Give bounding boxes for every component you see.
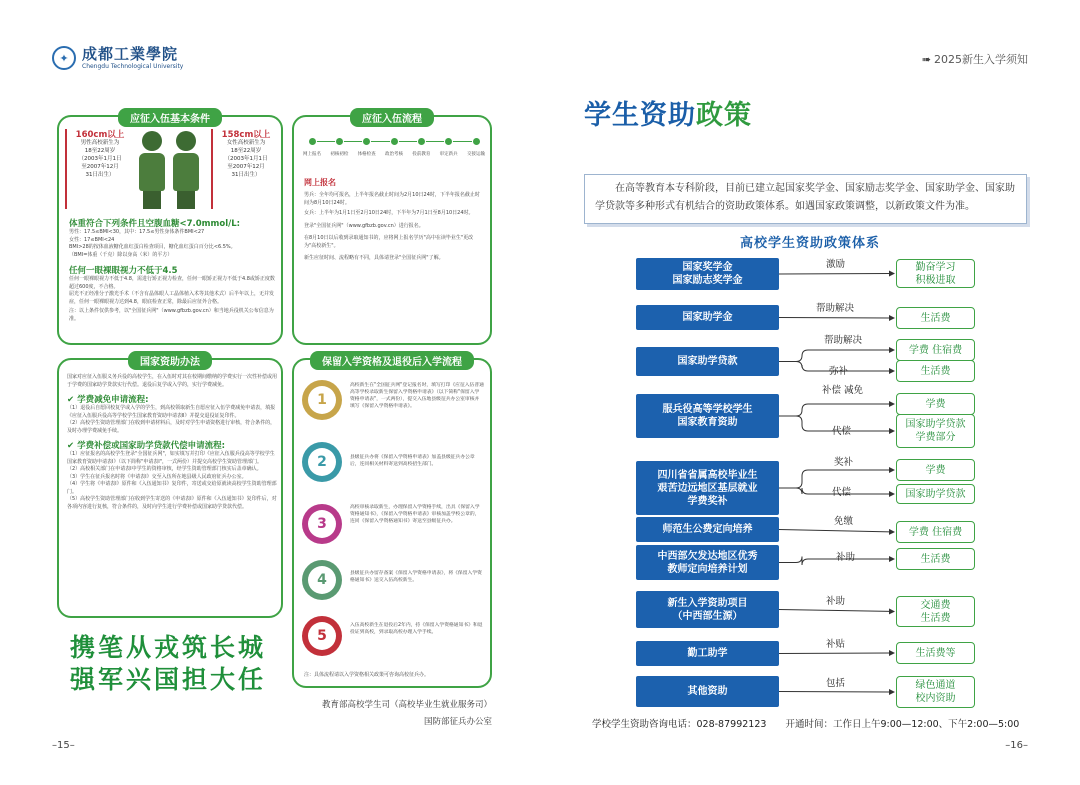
male-bracket	[65, 129, 67, 209]
aid-outcome-label: 勤奋学习	[915, 261, 956, 273]
flow-arrow	[779, 318, 894, 319]
connector-label: 补助	[836, 552, 856, 563]
process-step-dot	[390, 137, 399, 146]
aid-program-box	[636, 461, 779, 515]
process-step-dot	[444, 137, 453, 146]
connector-label: 弥补	[829, 366, 849, 377]
page-header: ➠ 2025新生入学须知	[921, 53, 1028, 66]
flow-arrow	[779, 692, 894, 693]
tuition-compensation-heading: ✔ 学费补偿或国家助学贷款代偿申请流程:	[67, 441, 225, 451]
retain-step-4-text: 县级征兵办留存备案《保留入学资格申请表》，将《保留入学资格通知书》送交入伍高校新生。	[350, 571, 482, 583]
aid-program-label: 艰苦边远地区基层就业	[657, 482, 758, 494]
aid-program-box	[636, 676, 779, 707]
aid-program-box	[636, 591, 779, 628]
flow-arrow	[779, 350, 894, 362]
connector-label: 帮助解决	[816, 303, 855, 314]
check-icon: ✔	[67, 395, 78, 405]
signature-1: 教育部高校学生司（高校毕业生就业服务司）	[321, 700, 492, 710]
aid-outcome-box	[896, 339, 975, 361]
male-condition: 160cm以上 男性高校新生为 18至22周岁 （2003年1月1日 至2007年12月 31日出生）	[75, 130, 125, 178]
aid-outcome-label: 生活费	[920, 312, 951, 324]
aid-program-box	[636, 394, 779, 438]
right-page	[540, 0, 1080, 785]
aid-outcome-label: 生活费	[920, 365, 951, 377]
aid-outcome-label: 生活费	[920, 553, 951, 565]
aid-outcome-box	[896, 642, 975, 664]
aid-outcome-box	[896, 521, 975, 543]
aid-outcome-box	[896, 459, 975, 481]
aid-outcome-label: 学费 住宿费	[908, 344, 963, 356]
connector-label: 激励	[826, 259, 846, 270]
retain-step-1-text: 高校新生在"全国征兵网"登记报名时，填写打印《应征入伍普通高等学校录取新生保留入学资格申请表》（以下简称"保留入学资格申请表"，一式两份），提交入伍地县级征兵办公室审核并填写《保留入学资格申请表》。	[350, 383, 484, 409]
flow-arrow	[779, 404, 894, 416]
aid-outcome-box	[896, 548, 975, 570]
connector-label: 免缴	[834, 516, 854, 527]
aid-program-label: 国家教育资助	[677, 417, 738, 428]
aid-outcome-box	[896, 414, 975, 448]
aid-outcome-label: 生活费	[920, 612, 951, 624]
aid-program-label: 教师定向培养计划	[667, 563, 748, 575]
process-step-label: 交接运输	[467, 152, 485, 157]
aid-outcome-label: 学费	[925, 398, 946, 410]
contact-info: 学校学生资助咨询电话：028-87992123 开通时间：工作日上午9:00—12:00、下午2:00—5:00	[592, 719, 1020, 730]
aid-outcome-box	[896, 484, 975, 504]
aid-outcome-box	[896, 307, 975, 329]
aid-program-box	[636, 517, 779, 542]
connector-label: 包括	[826, 678, 846, 689]
flow-arrow	[779, 530, 894, 533]
aid-outcome-box	[896, 259, 975, 288]
step-1-icon: 1	[302, 380, 342, 420]
aid-outcome-box	[896, 676, 975, 708]
aid-program-label: 国家助学金	[682, 312, 733, 323]
aid-program-box	[636, 641, 779, 666]
male-soldier-figure	[137, 131, 167, 213]
aid-program-box	[636, 545, 779, 580]
slogan-line-1: 携笔从戎筑长城	[70, 633, 267, 662]
aid-outcome-label: 学费部分	[915, 432, 956, 443]
retain-note: 注：具体流程请以入学资格相关政策可咨询高校征兵办。	[304, 672, 430, 678]
panel-title: 应征入伍流程	[350, 108, 434, 127]
aid-outcome-label: 国家助学贷款	[905, 488, 966, 500]
aid-program-label: 国家奖学金	[682, 262, 733, 273]
connector-label: 补贴	[826, 639, 846, 650]
process-step-label: 初核初检	[330, 152, 349, 157]
process-step-label: 网上报名	[303, 152, 321, 157]
step-5-icon: 5	[302, 616, 342, 656]
signature-2: 国防部征兵办公室	[423, 717, 492, 727]
process-step-dot	[472, 137, 481, 146]
aid-outcome-label: 绿色通道	[915, 680, 956, 691]
aid-program-label: 其他资助	[687, 686, 728, 697]
process-step-dot	[335, 137, 344, 146]
page-number: –16–	[1005, 740, 1028, 751]
connector-label: 代偿	[832, 426, 852, 437]
school-name-en: Chengdu Technological University	[82, 62, 184, 70]
process-step-dot	[417, 137, 426, 146]
female-bracket	[211, 129, 213, 209]
step-2-icon: 2	[302, 442, 342, 482]
connector-label: 代偿	[832, 487, 852, 498]
step-4-icon: 4	[302, 560, 342, 600]
aid-program-label: 师范生公费定向培养	[662, 524, 753, 535]
process-step-label: 体格检查	[357, 152, 376, 157]
aid-program-label: 勤工助学	[687, 648, 728, 659]
aid-outcome-label: 国家助学贷款	[905, 419, 966, 430]
aid-content: 国家对应征入伍服义务兵役的高校学生，在入伍时对其在校期间缴纳的学费实行一次性补偿或用于学费的国家助学贷款实行代偿。退役后复学或入学的，实行学费减免。 ✔ 学费减免申请流程: （1）退役后自愿回校复学或入学的学生，到高校领取新生自愿应征入伍学费减免申请表，填报《应征入伍服兵役高等学校学生国家教育资助申请表Ⅱ》并提交退役证复印件。 （2）高校学生资助管理部门在收到申请材料后，及时对学生申请资格进行审核，符合条件的，及时办理学费减免手续。 ✔ 学费补偿或国家助学贷款代偿申请流程: （1）应征报名的高校学生登录"全国征兵网"，如实填写并打印《应征入伍服兵役高等学校学生国家教育资助申请表Ⅰ》（以下简称"申请表Ⅰ"，一式两份）并提交高校学生资助管理部门。 （2）高校相关部门在申请表Ⅰ中学生的资格审核，经学生资助管理部门核实后盖章确认。 （3）学生在征兵报名时将《申请表Ⅰ》交至入伍所在地县级人民政府征兵办公室。 （4）学生将《申请表Ⅰ》原件和《入伍通知书》复印件，寄送或交给原就读高校学生资助管理部门。 （5）高校学生资助管理部门在收到学生寄送的《申请表Ⅰ》原件和《入伍通知书》复印件后，对各项内容进行复核，符合条件的，及时向学生进行学费补偿或国家助学贷款代偿。	[67, 374, 278, 510]
aid-outcome-box	[896, 393, 975, 415]
step-3-icon: 3	[302, 504, 342, 544]
page-number: –15–	[52, 740, 75, 751]
aid-outcome-label: 交通费	[920, 599, 951, 611]
aid-outcome-box	[896, 596, 975, 627]
school-logo	[52, 46, 183, 70]
tuition-waiver-heading: ✔ 学费减免申请流程:	[67, 395, 149, 405]
aid-program-box	[636, 347, 779, 376]
aid-program-label: 新生入学资助项目	[667, 597, 748, 609]
process-step-label: 役前教育	[412, 152, 431, 157]
process-step-label: 政治考核	[385, 152, 403, 157]
arrow-icon: ➠	[921, 53, 931, 66]
aid-outcome-box	[896, 360, 975, 382]
flow-arrow	[779, 274, 894, 275]
aid-outcome-label: 生活费等	[915, 647, 956, 659]
school-emblem-icon: ✦	[52, 46, 76, 70]
connector-label: 补助	[826, 596, 846, 607]
aid-program-label: （中西部生源）	[672, 610, 743, 622]
aid-program-label: 学费奖补	[687, 495, 728, 507]
policy-intro: 在高等教育本专科阶段，目前已建立起国家奖学金、国家励志奖学金、国家助学金、国家助学贷款等多种形式有机结合的资助政策体系。如遇国家政策调整，以新政策文件为准。	[584, 174, 1027, 224]
process-step-dot	[308, 137, 317, 146]
connector-label: 补偿 减免	[822, 385, 864, 396]
school-name-cn: 成都工業學院	[82, 44, 179, 63]
aid-outcome-label: 校内资助	[915, 693, 956, 704]
retain-step-3-text: 高校审核录取新生，办理保留入学资格手续，出具《保留入学资格通知书》，《保留入学资格申请表》审核加盖学校公章的，连同《保留入学资格通知书》寄送至县级征兵办。	[350, 505, 480, 524]
national-aid-panel	[57, 358, 283, 618]
panel-title: 应征入伍基本条件	[118, 108, 222, 127]
retain-step-2-text: 县级征兵办将《保留入学资格申请表》加盖县级征兵办公章后，连同相关材料寄送到高校招生部门。	[350, 455, 475, 467]
enlistment-conditions-panel	[57, 115, 283, 345]
aid-program-label: 服兵役高等学校学生	[662, 404, 753, 415]
aid-program-box	[636, 305, 779, 330]
process-step-label: 审定新兵	[439, 152, 458, 157]
connector-label: 帮助解决	[824, 335, 863, 346]
check-icon: ✔	[67, 441, 78, 451]
female-condition: 158cm以上 女性高校新生为 18至22周岁 （2003年1月1日 至2007年12月 31日出生）	[221, 130, 271, 178]
online-registration-section: 网上报名 男兵：全年均可报名，上半年报名截止时间为2月10日24时，下半年报名截止时间为8月10日24时。 女兵：上半年为1月1日至2月10日24时，下半年为7月1日至8月10日24时。 登录"全国征兵网"（www.gfbzb.gov.cn）进行报名。 在8月10日以后收到录取通知书的，应将网上报名学历"高中在读毕业生"更改为"高校新生"。 新生应征时间、流程略有不同，具体请登录"全国征兵网"了解。	[304, 178, 480, 261]
connector-label: 奖补	[834, 457, 854, 468]
female-soldier-figure	[171, 131, 201, 213]
page-title: 学生资助政策	[584, 100, 752, 131]
process-step-dot	[362, 137, 371, 146]
weight-section: 体重符合下列条件且空腹血糖<7.0mmol/L: 男性：17.5≤BMI<30，其中：17.5≤男性身体条件BMI<27 女性：17≤BMI<24 BMI>28的按体血液糖化血红蛋白检查项目，糖化血红蛋白百分比<6.5%。 （BMI=体重（千克）除以身高（米）的平方） 任何一眼裸眼视力不低于4.5 任何一眼裸眼视力不低于4.8，需进行矫正视力检查，任何一眼矫正视力不低于4.8或矫正度数超过600度，不合格。 屈光不正经准分子激光手术（不含有晶体眼人工晶体植入术等其他术式）后半年以上，无并发症，任何一眼裸眼视力达到4.8，眼底检查正常，除最后应征外合格。 注：以上条件仅供参考，以"全国征兵网"（www.gfbzb.gov.cn）和当地兵役机关公布信息为准。	[69, 219, 275, 322]
retain-enrollment-panel	[292, 358, 492, 688]
aid-program-label: 四川省省属高校毕业生	[657, 469, 758, 481]
flow-arrow	[779, 610, 894, 612]
system-title: 高校学生资助政策体系	[739, 236, 880, 251]
aid-program-box	[636, 258, 779, 290]
aid-program-label: 国家励志奖学金	[672, 275, 743, 286]
enlistment-process-panel	[292, 115, 492, 345]
aid-outcome-label: 学费 住宿费	[908, 526, 963, 538]
slogan-line-2: 强军兴国担大任	[70, 665, 267, 694]
aid-outcome-label: 积极进取	[915, 274, 956, 286]
aid-program-label: 国家助学贷款	[677, 356, 738, 367]
panel-title: 保留入学资格及退役后入学流程	[310, 351, 474, 370]
aid-program-label: 中西部欠发达地区优秀	[657, 550, 758, 562]
panel-title: 国家资助办法	[128, 351, 212, 370]
aid-outcome-label: 学费	[925, 464, 946, 476]
retain-step-5-text: 入伍高校新生在退役后2年内，持《保留入学资格通知书》和退役证到高校，到录取高校办理入学手续。	[350, 623, 483, 635]
flow-arrow	[779, 653, 894, 654]
